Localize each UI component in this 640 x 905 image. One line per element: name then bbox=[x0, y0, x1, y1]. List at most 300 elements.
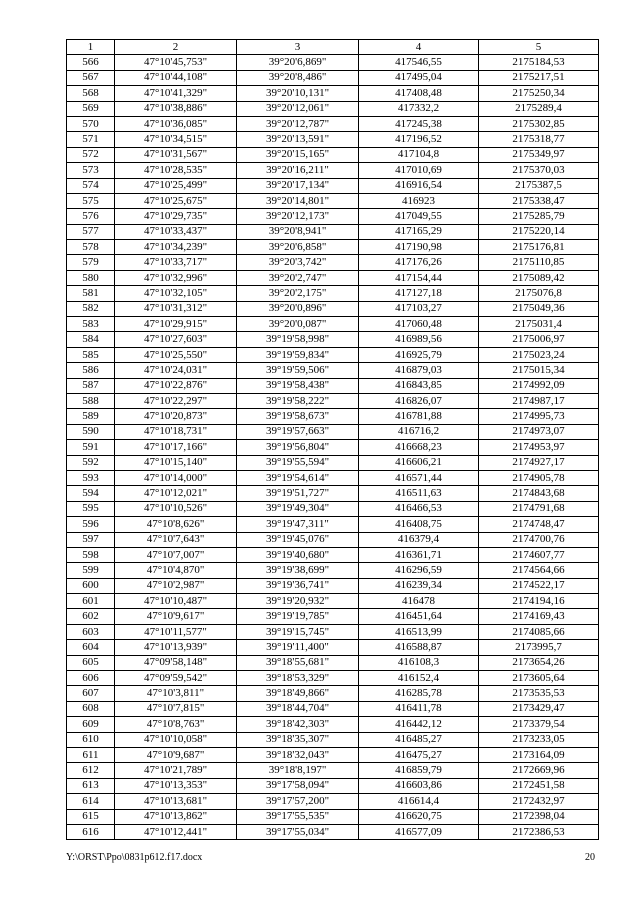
latitude-cell: 47°10'10,487" bbox=[115, 594, 237, 609]
x-coordinate-cell: 416408,75 bbox=[359, 517, 479, 532]
latitude-cell: 47°10'18,731" bbox=[115, 424, 237, 439]
longitude-cell: 39°19'40,680" bbox=[237, 547, 359, 562]
longitude-cell: 39°20'8,941" bbox=[237, 224, 359, 239]
longitude-cell: 39°19'15,745" bbox=[237, 624, 359, 639]
point-number-cell: 613 bbox=[67, 778, 115, 793]
y-coordinate-cell: 2174085,66 bbox=[479, 624, 599, 639]
latitude-cell: 47°10'34,515" bbox=[115, 132, 237, 147]
y-coordinate-cell: 2175176,81 bbox=[479, 240, 599, 255]
latitude-cell: 47°09'59,542" bbox=[115, 671, 237, 686]
x-coordinate-cell: 417196,52 bbox=[359, 132, 479, 147]
point-number-cell: 605 bbox=[67, 655, 115, 670]
table-row bbox=[67, 809, 599, 824]
table-row bbox=[67, 486, 599, 501]
table-row bbox=[67, 86, 599, 101]
y-coordinate-cell: 2173654,26 bbox=[479, 655, 599, 670]
table-row bbox=[67, 424, 599, 439]
x-coordinate-cell: 417127,18 bbox=[359, 286, 479, 301]
coordinates-table bbox=[66, 39, 599, 840]
table-row bbox=[67, 378, 599, 393]
x-coordinate-cell: 416614,4 bbox=[359, 794, 479, 809]
point-number-cell: 578 bbox=[67, 240, 115, 255]
latitude-cell: 47°10'10,526" bbox=[115, 501, 237, 516]
latitude-cell: 47°10'31,312" bbox=[115, 301, 237, 316]
x-coordinate-cell: 416826,07 bbox=[359, 393, 479, 408]
latitude-cell: 47°10'32,996" bbox=[115, 270, 237, 285]
y-coordinate-cell: 2175110,85 bbox=[479, 255, 599, 270]
point-number-cell: 600 bbox=[67, 578, 115, 593]
point-number-cell: 614 bbox=[67, 794, 115, 809]
table-row bbox=[67, 532, 599, 547]
point-number-cell: 612 bbox=[67, 763, 115, 778]
longitude-cell: 39°18'49,866" bbox=[237, 686, 359, 701]
table-row bbox=[67, 763, 599, 778]
table-row bbox=[67, 132, 599, 147]
x-coordinate-cell: 417010,69 bbox=[359, 163, 479, 178]
point-number-cell: 606 bbox=[67, 671, 115, 686]
y-coordinate-cell: 2174953,97 bbox=[479, 440, 599, 455]
table-row bbox=[67, 317, 599, 332]
latitude-cell: 47°10'28,535" bbox=[115, 163, 237, 178]
longitude-cell: 39°18'55,681" bbox=[237, 655, 359, 670]
x-coordinate-cell: 416603,86 bbox=[359, 778, 479, 793]
point-number-cell: 589 bbox=[67, 409, 115, 424]
longitude-cell: 39°19'36,741" bbox=[237, 578, 359, 593]
y-coordinate-cell: 2175220,14 bbox=[479, 224, 599, 239]
y-coordinate-cell: 2174522,17 bbox=[479, 578, 599, 593]
longitude-cell: 39°20'0,896" bbox=[237, 301, 359, 316]
longitude-cell: 39°19'51,727" bbox=[237, 486, 359, 501]
point-number-cell: 590 bbox=[67, 424, 115, 439]
point-number-cell: 616 bbox=[67, 824, 115, 839]
y-coordinate-cell: 2175370,03 bbox=[479, 163, 599, 178]
x-coordinate-cell: 416620,75 bbox=[359, 809, 479, 824]
y-coordinate-cell: 2174973,07 bbox=[479, 424, 599, 439]
x-coordinate-cell: 416989,56 bbox=[359, 332, 479, 347]
y-coordinate-cell: 2173535,53 bbox=[479, 686, 599, 701]
latitude-cell: 47°10'29,915" bbox=[115, 317, 237, 332]
point-number-cell: 599 bbox=[67, 563, 115, 578]
header-col-2: 2 bbox=[115, 40, 237, 55]
longitude-cell: 39°19'19,785" bbox=[237, 609, 359, 624]
table-row bbox=[67, 286, 599, 301]
y-coordinate-cell: 2174748,47 bbox=[479, 517, 599, 532]
latitude-cell: 47°10'27,603" bbox=[115, 332, 237, 347]
longitude-cell: 39°19'11,400" bbox=[237, 640, 359, 655]
latitude-cell: 47°10'2,987" bbox=[115, 578, 237, 593]
y-coordinate-cell: 2172669,96 bbox=[479, 763, 599, 778]
x-coordinate-cell: 416716,2 bbox=[359, 424, 479, 439]
table-row bbox=[67, 440, 599, 455]
x-coordinate-cell: 416296,59 bbox=[359, 563, 479, 578]
x-coordinate-cell: 416451,64 bbox=[359, 609, 479, 624]
y-coordinate-cell: 2175387,5 bbox=[479, 178, 599, 193]
latitude-cell: 47°10'38,886" bbox=[115, 101, 237, 116]
latitude-cell: 47°10'3,811" bbox=[115, 686, 237, 701]
table-row bbox=[67, 655, 599, 670]
y-coordinate-cell: 2174927,17 bbox=[479, 455, 599, 470]
latitude-cell: 47°10'7,815" bbox=[115, 701, 237, 716]
x-coordinate-cell: 416239,34 bbox=[359, 578, 479, 593]
latitude-cell: 47°10'8,626" bbox=[115, 517, 237, 532]
x-coordinate-cell: 416781,88 bbox=[359, 409, 479, 424]
latitude-cell: 47°10'13,939" bbox=[115, 640, 237, 655]
y-coordinate-cell: 2175023,24 bbox=[479, 347, 599, 362]
longitude-cell: 39°18'44,704" bbox=[237, 701, 359, 716]
y-coordinate-cell: 2174564,66 bbox=[479, 563, 599, 578]
x-coordinate-cell: 416442,12 bbox=[359, 717, 479, 732]
point-number-cell: 587 bbox=[67, 378, 115, 393]
longitude-cell: 39°19'45,076" bbox=[237, 532, 359, 547]
point-number-cell: 601 bbox=[67, 594, 115, 609]
x-coordinate-cell: 416485,27 bbox=[359, 732, 479, 747]
point-number-cell: 611 bbox=[67, 747, 115, 762]
y-coordinate-cell: 2174987,17 bbox=[479, 393, 599, 408]
x-coordinate-cell: 417190,98 bbox=[359, 240, 479, 255]
x-coordinate-cell: 417049,55 bbox=[359, 209, 479, 224]
x-coordinate-cell: 416577,09 bbox=[359, 824, 479, 839]
header-col-3: 3 bbox=[237, 40, 359, 55]
y-coordinate-cell: 2172451,58 bbox=[479, 778, 599, 793]
latitude-cell: 47°10'25,675" bbox=[115, 193, 237, 208]
x-coordinate-cell: 416152,4 bbox=[359, 671, 479, 686]
table-row bbox=[67, 409, 599, 424]
table-row bbox=[67, 363, 599, 378]
y-coordinate-cell: 2175089,42 bbox=[479, 270, 599, 285]
point-number-cell: 609 bbox=[67, 717, 115, 732]
longitude-cell: 39°19'59,834" bbox=[237, 347, 359, 362]
longitude-cell: 39°19'58,998" bbox=[237, 332, 359, 347]
table-row bbox=[67, 732, 599, 747]
x-coordinate-cell: 417176,26 bbox=[359, 255, 479, 270]
y-coordinate-cell: 2175285,79 bbox=[479, 209, 599, 224]
latitude-cell: 47°10'11,577" bbox=[115, 624, 237, 639]
latitude-cell: 47°10'9,687" bbox=[115, 747, 237, 762]
x-coordinate-cell: 416916,54 bbox=[359, 178, 479, 193]
longitude-cell: 39°19'20,932" bbox=[237, 594, 359, 609]
latitude-cell: 47°10'22,876" bbox=[115, 378, 237, 393]
point-number-cell: 579 bbox=[67, 255, 115, 270]
y-coordinate-cell: 2175031,4 bbox=[479, 317, 599, 332]
y-coordinate-cell: 2175318,77 bbox=[479, 132, 599, 147]
latitude-cell: 47°10'13,862" bbox=[115, 809, 237, 824]
longitude-cell: 39°20'13,591" bbox=[237, 132, 359, 147]
longitude-cell: 39°20'6,869" bbox=[237, 55, 359, 70]
point-number-cell: 570 bbox=[67, 116, 115, 131]
y-coordinate-cell: 2172386,53 bbox=[479, 824, 599, 839]
x-coordinate-cell: 416108,3 bbox=[359, 655, 479, 670]
x-coordinate-cell: 416923 bbox=[359, 193, 479, 208]
table-row bbox=[67, 563, 599, 578]
point-number-cell: 567 bbox=[67, 70, 115, 85]
table-row bbox=[67, 147, 599, 162]
longitude-cell: 39°17'57,200" bbox=[237, 794, 359, 809]
latitude-cell: 47°10'14,000" bbox=[115, 470, 237, 485]
table-body bbox=[67, 55, 599, 840]
latitude-cell: 47°10'21,789" bbox=[115, 763, 237, 778]
longitude-cell: 39°19'54,614" bbox=[237, 470, 359, 485]
y-coordinate-cell: 2172432,97 bbox=[479, 794, 599, 809]
point-number-cell: 598 bbox=[67, 547, 115, 562]
latitude-cell: 47°10'10,058" bbox=[115, 732, 237, 747]
latitude-cell: 47°10'29,735" bbox=[115, 209, 237, 224]
table-row bbox=[67, 455, 599, 470]
table-row bbox=[67, 470, 599, 485]
longitude-cell: 39°17'58,094" bbox=[237, 778, 359, 793]
footer-file-path: Y:\ORST\Ppo\0831p612.f17.docx bbox=[66, 852, 203, 863]
x-coordinate-cell: 416571,44 bbox=[359, 470, 479, 485]
latitude-cell: 47°10'31,567" bbox=[115, 147, 237, 162]
x-coordinate-cell: 416285,78 bbox=[359, 686, 479, 701]
longitude-cell: 39°18'35,307" bbox=[237, 732, 359, 747]
latitude-cell: 47°10'25,550" bbox=[115, 347, 237, 362]
table-row bbox=[67, 255, 599, 270]
x-coordinate-cell: 417103,27 bbox=[359, 301, 479, 316]
y-coordinate-cell: 2175015,34 bbox=[479, 363, 599, 378]
y-coordinate-cell: 2173995,7 bbox=[479, 640, 599, 655]
table-row bbox=[67, 609, 599, 624]
y-coordinate-cell: 2174905,78 bbox=[479, 470, 599, 485]
point-number-cell: 593 bbox=[67, 470, 115, 485]
y-coordinate-cell: 2175349,97 bbox=[479, 147, 599, 162]
x-coordinate-cell: 417165,29 bbox=[359, 224, 479, 239]
table-row bbox=[67, 624, 599, 639]
longitude-cell: 39°20'3,742" bbox=[237, 255, 359, 270]
table-row bbox=[67, 209, 599, 224]
table-row bbox=[67, 193, 599, 208]
y-coordinate-cell: 2175250,34 bbox=[479, 86, 599, 101]
y-coordinate-cell: 2173379,54 bbox=[479, 717, 599, 732]
table-row bbox=[67, 824, 599, 839]
latitude-cell: 47°10'12,021" bbox=[115, 486, 237, 501]
point-number-cell: 581 bbox=[67, 286, 115, 301]
y-coordinate-cell: 2174607,77 bbox=[479, 547, 599, 562]
longitude-cell: 39°20'10,131" bbox=[237, 86, 359, 101]
footer-page-number: 20 bbox=[585, 852, 595, 863]
x-coordinate-cell: 416859,79 bbox=[359, 763, 479, 778]
x-coordinate-cell: 417154,44 bbox=[359, 270, 479, 285]
latitude-cell: 47°10'36,085" bbox=[115, 116, 237, 131]
point-number-cell: 603 bbox=[67, 624, 115, 639]
table-row bbox=[67, 332, 599, 347]
x-coordinate-cell: 417060,48 bbox=[359, 317, 479, 332]
y-coordinate-cell: 2172398,04 bbox=[479, 809, 599, 824]
latitude-cell: 47°10'20,873" bbox=[115, 409, 237, 424]
y-coordinate-cell: 2174992,09 bbox=[479, 378, 599, 393]
y-coordinate-cell: 2175049,36 bbox=[479, 301, 599, 316]
longitude-cell: 39°20'12,787" bbox=[237, 116, 359, 131]
latitude-cell: 47°10'24,031" bbox=[115, 363, 237, 378]
y-coordinate-cell: 2174791,68 bbox=[479, 501, 599, 516]
table-row bbox=[67, 178, 599, 193]
x-coordinate-cell: 417104,8 bbox=[359, 147, 479, 162]
latitude-cell: 47°10'32,105" bbox=[115, 286, 237, 301]
longitude-cell: 39°19'58,673" bbox=[237, 409, 359, 424]
point-number-cell: 607 bbox=[67, 686, 115, 701]
table-row bbox=[67, 671, 599, 686]
longitude-cell: 39°17'55,034" bbox=[237, 824, 359, 839]
y-coordinate-cell: 2173605,64 bbox=[479, 671, 599, 686]
y-coordinate-cell: 2173164,09 bbox=[479, 747, 599, 762]
header-col-5: 5 bbox=[479, 40, 599, 55]
y-coordinate-cell: 2175217,51 bbox=[479, 70, 599, 85]
table-row bbox=[67, 55, 599, 70]
latitude-cell: 47°10'25,499" bbox=[115, 178, 237, 193]
latitude-cell: 47°10'4,870" bbox=[115, 563, 237, 578]
point-number-cell: 566 bbox=[67, 55, 115, 70]
longitude-cell: 39°19'58,222" bbox=[237, 393, 359, 408]
y-coordinate-cell: 2174700,76 bbox=[479, 532, 599, 547]
point-number-cell: 586 bbox=[67, 363, 115, 378]
point-number-cell: 608 bbox=[67, 701, 115, 716]
point-number-cell: 571 bbox=[67, 132, 115, 147]
latitude-cell: 47°10'22,297" bbox=[115, 393, 237, 408]
longitude-cell: 39°20'0,087" bbox=[237, 317, 359, 332]
x-coordinate-cell: 416925,79 bbox=[359, 347, 479, 362]
latitude-cell: 47°10'15,140" bbox=[115, 455, 237, 470]
longitude-cell: 39°20'2,747" bbox=[237, 270, 359, 285]
table-row bbox=[67, 717, 599, 732]
table-row bbox=[67, 501, 599, 516]
table-row bbox=[67, 393, 599, 408]
latitude-cell: 47°10'9,617" bbox=[115, 609, 237, 624]
point-number-cell: 582 bbox=[67, 301, 115, 316]
longitude-cell: 39°18'42,303" bbox=[237, 717, 359, 732]
longitude-cell: 39°20'12,173" bbox=[237, 209, 359, 224]
latitude-cell: 47°10'12,441" bbox=[115, 824, 237, 839]
header-col-1: 1 bbox=[67, 40, 115, 55]
x-coordinate-cell: 416668,23 bbox=[359, 440, 479, 455]
longitude-cell: 39°19'47,311" bbox=[237, 517, 359, 532]
y-coordinate-cell: 2175338,47 bbox=[479, 193, 599, 208]
latitude-cell: 47°10'44,108" bbox=[115, 70, 237, 85]
x-coordinate-cell: 416466,53 bbox=[359, 501, 479, 516]
point-number-cell: 610 bbox=[67, 732, 115, 747]
table-row bbox=[67, 301, 599, 316]
longitude-cell: 39°20'14,801" bbox=[237, 193, 359, 208]
x-coordinate-cell: 417408,48 bbox=[359, 86, 479, 101]
longitude-cell: 39°20'17,134" bbox=[237, 178, 359, 193]
table-row bbox=[67, 163, 599, 178]
point-number-cell: 572 bbox=[67, 147, 115, 162]
table-row bbox=[67, 686, 599, 701]
longitude-cell: 39°19'57,663" bbox=[237, 424, 359, 439]
x-coordinate-cell: 416588,87 bbox=[359, 640, 479, 655]
point-number-cell: 597 bbox=[67, 532, 115, 547]
table-row bbox=[67, 270, 599, 285]
point-number-cell: 580 bbox=[67, 270, 115, 285]
latitude-cell: 47°10'8,763" bbox=[115, 717, 237, 732]
table-row bbox=[67, 101, 599, 116]
header-col-4: 4 bbox=[359, 40, 479, 55]
table-header-row bbox=[67, 40, 599, 55]
latitude-cell: 47°10'41,329" bbox=[115, 86, 237, 101]
longitude-cell: 39°18'53,329" bbox=[237, 671, 359, 686]
longitude-cell: 39°20'12,061" bbox=[237, 101, 359, 116]
longitude-cell: 39°20'16,211" bbox=[237, 163, 359, 178]
x-coordinate-cell: 417245,38 bbox=[359, 116, 479, 131]
longitude-cell: 39°17'55,535" bbox=[237, 809, 359, 824]
latitude-cell: 47°10'33,717" bbox=[115, 255, 237, 270]
longitude-cell: 39°19'59,506" bbox=[237, 363, 359, 378]
x-coordinate-cell: 416606,21 bbox=[359, 455, 479, 470]
x-coordinate-cell: 417495,04 bbox=[359, 70, 479, 85]
latitude-cell: 47°10'34,239" bbox=[115, 240, 237, 255]
point-number-cell: 588 bbox=[67, 393, 115, 408]
table-row bbox=[67, 240, 599, 255]
x-coordinate-cell: 417546,55 bbox=[359, 55, 479, 70]
latitude-cell: 47°10'13,353" bbox=[115, 778, 237, 793]
longitude-cell: 39°18'8,197" bbox=[237, 763, 359, 778]
table-row bbox=[67, 778, 599, 793]
y-coordinate-cell: 2175302,85 bbox=[479, 116, 599, 131]
table-row bbox=[67, 578, 599, 593]
point-number-cell: 573 bbox=[67, 163, 115, 178]
point-number-cell: 591 bbox=[67, 440, 115, 455]
y-coordinate-cell: 2175006,97 bbox=[479, 332, 599, 347]
table-row bbox=[67, 70, 599, 85]
longitude-cell: 39°19'49,304" bbox=[237, 501, 359, 516]
latitude-cell: 47°10'7,007" bbox=[115, 547, 237, 562]
latitude-cell: 47°10'13,681" bbox=[115, 794, 237, 809]
table-row bbox=[67, 547, 599, 562]
x-coordinate-cell: 416361,71 bbox=[359, 547, 479, 562]
x-coordinate-cell: 416511,63 bbox=[359, 486, 479, 501]
longitude-cell: 39°18'32,043" bbox=[237, 747, 359, 762]
point-number-cell: 596 bbox=[67, 517, 115, 532]
latitude-cell: 47°10'17,166" bbox=[115, 440, 237, 455]
point-number-cell: 615 bbox=[67, 809, 115, 824]
y-coordinate-cell: 2173429,47 bbox=[479, 701, 599, 716]
x-coordinate-cell: 416478 bbox=[359, 594, 479, 609]
table-row bbox=[67, 224, 599, 239]
point-number-cell: 574 bbox=[67, 178, 115, 193]
table-row bbox=[67, 347, 599, 362]
point-number-cell: 575 bbox=[67, 193, 115, 208]
longitude-cell: 39°19'38,699" bbox=[237, 563, 359, 578]
point-number-cell: 594 bbox=[67, 486, 115, 501]
point-number-cell: 569 bbox=[67, 101, 115, 116]
point-number-cell: 577 bbox=[67, 224, 115, 239]
y-coordinate-cell: 2173233,05 bbox=[479, 732, 599, 747]
x-coordinate-cell: 416379,4 bbox=[359, 532, 479, 547]
y-coordinate-cell: 2174194,16 bbox=[479, 594, 599, 609]
latitude-cell: 47°10'33,437" bbox=[115, 224, 237, 239]
table-row bbox=[67, 794, 599, 809]
table-row bbox=[67, 747, 599, 762]
y-coordinate-cell: 2174169,43 bbox=[479, 609, 599, 624]
point-number-cell: 585 bbox=[67, 347, 115, 362]
point-number-cell: 584 bbox=[67, 332, 115, 347]
longitude-cell: 39°20'2,175" bbox=[237, 286, 359, 301]
longitude-cell: 39°20'15,165" bbox=[237, 147, 359, 162]
latitude-cell: 47°10'7,643" bbox=[115, 532, 237, 547]
longitude-cell: 39°19'56,804" bbox=[237, 440, 359, 455]
longitude-cell: 39°20'8,486" bbox=[237, 70, 359, 85]
point-number-cell: 583 bbox=[67, 317, 115, 332]
longitude-cell: 39°20'6,858" bbox=[237, 240, 359, 255]
point-number-cell: 568 bbox=[67, 86, 115, 101]
x-coordinate-cell: 417332,2 bbox=[359, 101, 479, 116]
table-row bbox=[67, 701, 599, 716]
longitude-cell: 39°19'55,594" bbox=[237, 455, 359, 470]
point-number-cell: 595 bbox=[67, 501, 115, 516]
point-number-cell: 602 bbox=[67, 609, 115, 624]
x-coordinate-cell: 416843,85 bbox=[359, 378, 479, 393]
x-coordinate-cell: 416879,03 bbox=[359, 363, 479, 378]
y-coordinate-cell: 2175184,53 bbox=[479, 55, 599, 70]
y-coordinate-cell: 2175289,4 bbox=[479, 101, 599, 116]
